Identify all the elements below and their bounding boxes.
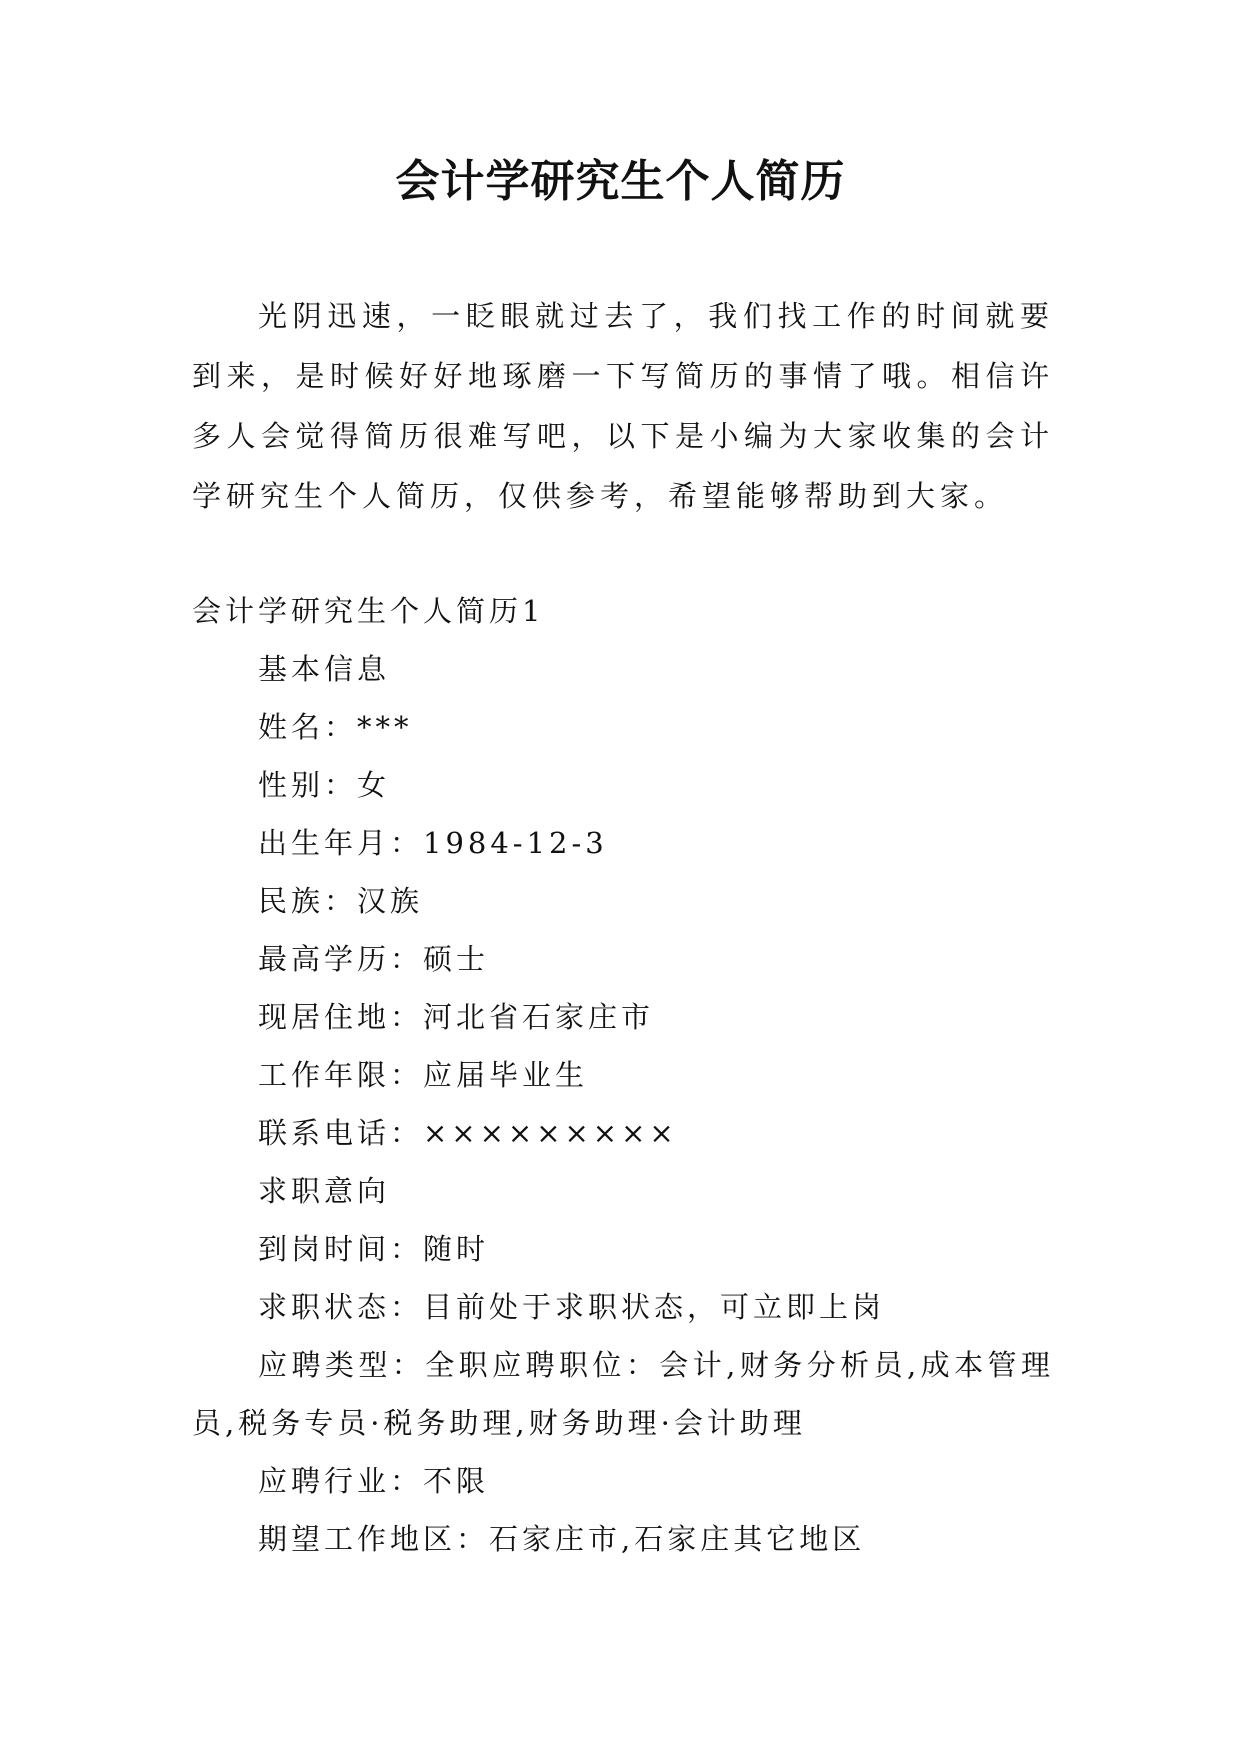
education-line: 最高学历：硕士 [258,942,490,976]
industry-line: 应聘行业：不限 [258,1464,490,1498]
gender-line: 性别：女 [258,768,391,802]
name-line: 姓名：*** [258,710,413,744]
birth-date-line: 出生年月：1984-12-3 [258,826,608,860]
start-time-line: 到岗时间：随时 [258,1232,490,1266]
residence-line: 现居住地：河北省石家庄市 [258,1000,655,1034]
position-type-line: 应聘类型：全职应聘职位：会计,财务分析员,成本管理员,税务专员·税务助理,财务助理·会计助理 [192,1348,1054,1440]
job-intention-heading: 求职意向 [258,1174,391,1208]
job-status-line: 求职状态：目前处于求职状态，可立即上岗 [258,1290,886,1324]
phone-line: 联系电话：××××××××× [258,1116,678,1150]
ethnicity-line: 民族：汉族 [258,884,424,918]
work-years-line: 工作年限：应届毕业生 [258,1058,589,1092]
resume-lines [192,640,1054,1568]
intro-paragraph: 光阴迅速，一眨眼就过去了，我们找工作的时间就要到来，是时候好好地琢磨一下写简历的事情了哦。相信许多人会觉得简历很难写吧，以下是小编为大家收集的会计学研究生个人简历，仅供参考，希望能够帮助到大家。 [192,299,1054,513]
section-heading: 会计学研究生个人简历1 [192,594,545,628]
work-location-line: 期望工作地区：石家庄市,石家庄其它地区 [258,1522,866,1556]
document-title: 会计学研究生个人简历 [395,156,846,207]
basic-info-heading: 基本信息 [258,652,391,686]
